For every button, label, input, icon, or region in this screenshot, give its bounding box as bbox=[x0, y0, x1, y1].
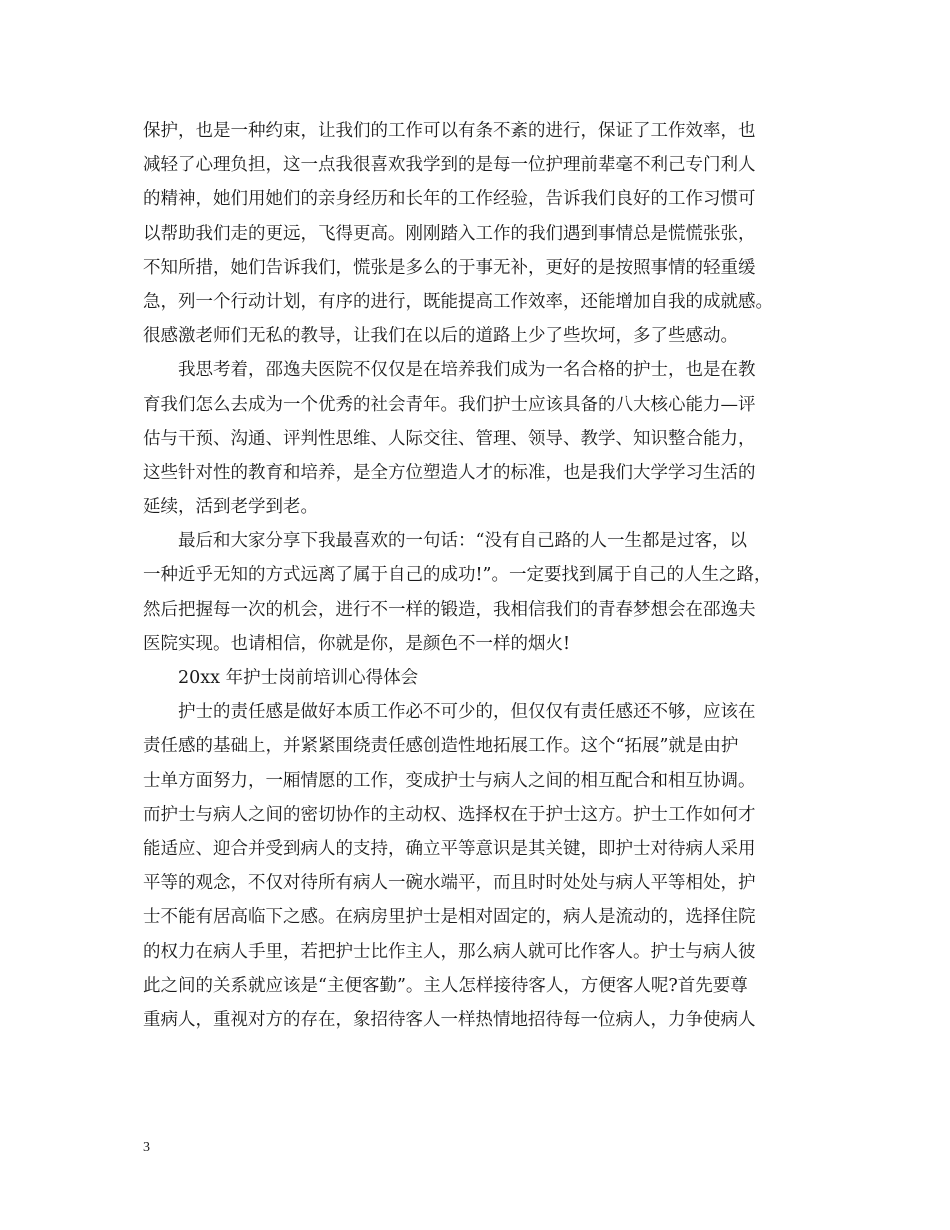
text-line: 士单方面努力，一厢情愿的工作，变成护士与病人之间的相互配合和相互协调。 bbox=[143, 770, 756, 791]
text-line: 的精神，她们用她们的亲身经历和长年的工作经验，告诉我们良好的工作习惯可 bbox=[143, 189, 756, 210]
text-line-first: 最后和大家分享下我最喜欢的一句话：“没有自己路的人一生都是过客，以 bbox=[178, 531, 747, 552]
text-line: 而护士与病人之间的密切协作的主动权、选择权在于护士这方。护士工作如何才 bbox=[143, 804, 756, 825]
text-line: 平等的观念，不仅对待所有病人一碗水端平，而且时时处处与病人平等相处，护 bbox=[143, 873, 756, 894]
document-body bbox=[143, 114, 823, 1037]
paragraph-4 bbox=[143, 695, 823, 1037]
section-heading bbox=[143, 661, 823, 695]
text-line: 责任感的基础上，并紧紧围绕责任感创造性地拓展工作。这个“拓展”就是由护 bbox=[143, 736, 739, 757]
text-line: 医院实现。也请相信，你就是你，是颜色不一样的烟火! bbox=[143, 633, 571, 654]
text-line: 一种近乎无知的方式远离了属于自己的成功!”。一定要找到属于自己的人生之路， bbox=[143, 565, 772, 586]
text-line: 此之间的关系就应该是“主便客勤”。主人怎样接待客人，方便客人呢?首先要尊 bbox=[143, 975, 748, 996]
text-line: 士不能有居高临下之感。在病房里护士是相对固定的，病人是流动的，选择住院 bbox=[143, 907, 756, 928]
text-line: 这些针对性的教育和培养，是全方位塑造人才的标准，也是我们大学学习生活的 bbox=[143, 462, 756, 483]
text-line: 以帮助我们走的更远，飞得更高。刚刚踏入工作的我们遇到事情总是慌慌张张， bbox=[143, 223, 756, 244]
paragraph-3 bbox=[143, 524, 823, 661]
text-line: 的权力在病人手里，若把护士比作主人，那么病人就可比作客人。护士与病人彼 bbox=[143, 941, 756, 962]
text-line: 育我们怎么去成为一个优秀的社会青年。我们护士应该具备的八大核心能力—评 bbox=[143, 394, 756, 415]
text-line: 减轻了心理负担，这一点我很喜欢我学到的是每一位护理前辈毫不利己专门利人 bbox=[143, 155, 756, 176]
text-line: 能适应、迎合并受到病人的支持，确立平等意识是其关键，即护士对待病人采用 bbox=[143, 838, 756, 859]
paragraph-1 bbox=[143, 114, 823, 353]
paragraph-2 bbox=[143, 353, 823, 524]
text-line: 不知所措，她们告诉我们，慌张是多么的于事无补，更好的是按照事情的轻重缓 bbox=[143, 257, 756, 278]
text-line-first: 护士的责任感是做好本质工作必不可少的，但仅仅有责任感还不够，应该在 bbox=[178, 702, 756, 723]
text-line: 重病人，重视对方的存在，象招待客人一样热情地招待每一位病人，力争使病人 bbox=[143, 1009, 756, 1030]
text-line: 很感激老师们无私的教导，让我们在以后的道路上少了些坎坷，多了些感动。 bbox=[143, 326, 738, 347]
text-line: 急，列一个行动计划，有序的进行，既能提高工作效率，还能增加自我的成就感。 bbox=[143, 291, 773, 312]
text-line: 延续，活到老学到老。 bbox=[143, 497, 318, 518]
text-line: 保护，也是一种约束，让我们的工作可以有条不紊的进行，保证了工作效率，也 bbox=[143, 121, 756, 141]
section-title: 20xx 年护士岗前培训心得体会 bbox=[178, 668, 419, 688]
text-line-first: 我思考着，邵逸夫医院不仅仅是在培养我们成为一名合格的护士，也是在教 bbox=[178, 360, 756, 381]
text-line: 然后把握每一次的机会，进行不一样的锻造，我相信我们的青春梦想会在邵逸夫 bbox=[143, 599, 756, 620]
text-line: 估与干预、沟通、评判性思维、人际交往、管理、领导、教学、知识整合能力， bbox=[143, 428, 756, 449]
page-number: 3 bbox=[143, 1140, 150, 1155]
